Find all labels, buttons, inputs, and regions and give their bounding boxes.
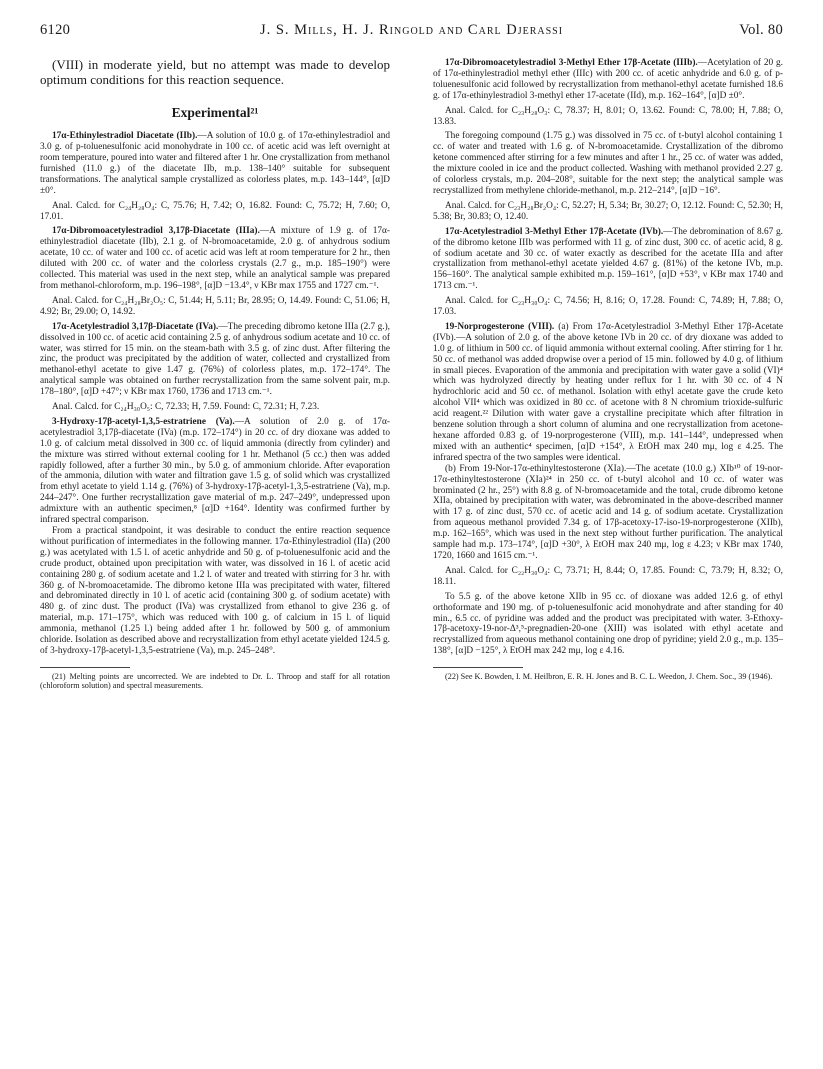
paragraph-title: 17α-Acetylestradiol 3,17β-Diacetate (IVa). bbox=[52, 321, 219, 332]
paragraph-dibromo-iiib bbox=[433, 58, 783, 102]
paragraph-body: —A solution of 2.0 g. of the above ketone IVb in 20 cc. of dry dioxane was added to 1.0 g. of lithium in 500 cc. of liquid ammonia without external cooling. After stirring for 1 hr. 50 cc. of methanol was added dropwise over a period of 15 min. followed by 4.0 g. of lithium in small pieces. Evaporation of the ammonia and precipitation with water gave a solid (VI)⁴ which was hydrolyzed directly by heating under reflux for 1 hr. with 30 cc. of 4 N hydrochloric acid and 50 cc. of methanol. Isolation with ethyl acetate gave the crude keto alcohol VII⁴ which was oxidized in 80 cc. of acetone with 8 N chromium trioxide-sulfuric acid reagent.²² Dilution with water gave a crystalline precipitate which after filtration in benzene solution through a short column of alumina and one recrystallization from acetone-hexane afforded 0.83 g. of 19-norprogesterone (VIII), m.p. 141–144°, undepressed when mixed with an authentic⁴ specimen, [α]D +154°, λ EtOH max 240 mμ, log ε 4.25. The infrared spectra of the two samples were identical. bbox=[433, 332, 783, 463]
left-column bbox=[40, 58, 390, 691]
running-authors: J. S. Mills, H. J. Ringold and Carl Djerassi bbox=[259, 22, 564, 38]
paragraph-title: 17α-Dibromoacetylestradiol 3-Methyl Ether 17β-Acetate (IIIb). bbox=[445, 58, 698, 68]
paragraph-title: 17α-Ethinylestradiol Diacetate (IIb). bbox=[52, 131, 198, 142]
footnote-22: (22) See K. Bowden, I. M. Heilbron, E. R. H. Jones and B. C. L. Weedon, J. Chem. Soc., 39 (1946). bbox=[445, 672, 773, 682]
paragraph-body: —The debromination of 8.67 g. of the dibromo ketone IIIb was performed with 11 g. of zinc dust, 300 cc. of acetic acid, 8 g. of sodium acetate and 30 cc. of water exactly as described for the acetate IIIa and after crystallization from methanol-ethyl acetate yielded 4.67 g. (81%) of the ketone IVb, m.p. 156–160°. The analytical sample exhibited m.p. 159–161°, [α]D +53°, ν KBr max 1740 and 1713 cm.⁻¹. bbox=[433, 226, 783, 292]
paragraph-foregoing-compound: The foregoing compound (1.75 g.) was dissolved in 75 cc. of t-butyl alcohol containing 1 cc. of water and treated with 1.6 g. of N-bromoacetamide. Crystallization of the dibromo ketone commenced after stirring for a few minutes and after 1 hr., 25 cc. of water was added, the mixture cooled in ice and the product collected. Washing with methanol provided 2.27 g. of colorless crystals, m.p. 204–208°, suitable for the next step; the analytical sample was recrystallized from methylene chloride-methanol, m.p. 212–214°, [α]D −16°. bbox=[433, 131, 783, 196]
paragraph-norprogesterone-a bbox=[433, 322, 783, 464]
analysis-line: Anal. Calcd. for C₂₃H₃₀O₄: C, 74.56; H, 8.16; O, 17.28. Found: C, 74.89; H, 7.88; O, 17.03. bbox=[433, 296, 783, 318]
paragraph-subtitle: (a) From 17α-Acetylestradiol 3-Methyl Ether 17β-Acetate (IVb). bbox=[433, 321, 783, 343]
paragraph-acetyl-iva bbox=[40, 322, 390, 398]
analysis-line: Anal. Calcd. for C₂₃H₂₈Br₂O₄: C, 52.27; H, 5.34; Br, 30.27; O, 12.12. Found: C, 52.30; H, 5.38; Br, 30.83; O, 12.40. bbox=[433, 200, 783, 222]
page-number: 6120 bbox=[40, 22, 71, 38]
paragraph-body: —Acetylation of 20 g. of 17α-ethinylestradiol methyl ether (IIIc) with 200 cc. of acetic anhydride and 6.0 g. of p-toluenesulfonic acid followed by recrystallization from methanol-ethyl acetate furnished 18.6 g. of 17α-ethinylestradiol 3-methyl ether 17-acetate (IId), m.p. 162–164°, [α]D ±0°. bbox=[433, 58, 784, 101]
intro-paragraph: (VIII) in moderate yield, but no attempt was made to develop optimum conditions for this reaction sequence. bbox=[40, 57, 390, 87]
analysis-line: Anal. Calcd. for C₂₄H₂₈O₄: C, 75.76; H, 7.42; O, 16.82. Found: C, 75.72; H, 7.60; O, 17.01. bbox=[40, 200, 390, 222]
paragraph-ethoxy-xiii: To 5.5 g. of the above ketone XIIb in 95 cc. of dioxane was added 12.6 g. of ethyl orthoformate and 190 mg. of p-toluenesulfonic acid monohydrate and after standing for 40 min., 6.5 cc. of pyridine was added and the product was precipitated with water. 3-Ethoxy-17β-acetoxy-19-nor-Δ³,⁵-pregnadien-20-one (XIII) was isolated with ethyl acetate and recrystallized from aqueous methanol containing one drop of pyridine; yield 2.0 g., m.p. 135–138°, [α]D −125°, λ EtOH max 242 mμ, log ε 4.16. bbox=[433, 591, 783, 657]
paragraph-norprogesterone-b: (b) From 19-Nor-17α-ethinyltestosterone (XIa).—The acetate (10.0 g.) XIb¹⁰ of 19-nor-17α-ethinyltestosterone (XIa)²⁴ in 250 cc. of t-butyl alcohol and 10 cc. of water was brominated (2 hr., 25°) with 8.8 g. of N-bromoacetamide and the total, crude dibromo ketone XIIa, obtained by precipitation with water, was debrominated in the above-described manner with 17 g. of zinc dust, 570 cc. of acetic acid and 14 g. of sodium acetate. Crystallization from aqueous methanol provided 7.34 g. of 17β-acetoxy-17-iso-19-norprogesterone (XIIb), m.p. 162–165°, which was used in the next step without further purification. The analytical sample had m.p. 173–174°, [α]D +30°, λ EtOH max 240 mμ, log ε 4.23; ν KBr max 1740, 1720, 1660 and 1615 cm.⁻¹. bbox=[433, 463, 783, 561]
paragraph-body: —The preceding dibromo ketone IIIa (2.7 g.), dissolved in 100 cc. of acetic acid containing 2.5 g. of anhydrous sodium acetate and 10 cc. of water, was stirred for 15 min. on the steam-bath with 3.5 g. of zinc dust. After filtering the zinc, the product was precipitated by the addition of water, collected and crystallized from methanol-ethyl acetate to give 1.47 g. (76%) of colorless plates, m.p. 172–174°. The analytical sample was obtained on further recrystallization from the same solvent pair, m.p. 178–180°, [α]D +47°; ν KBr max 1760, 1736 and 1713 cm.⁻¹. bbox=[40, 321, 390, 398]
paragraph-estratriene-va bbox=[40, 417, 390, 526]
paragraph-title: 17α-Dibromoacetylestradiol 3,17β-Diacetate (IIIa). bbox=[52, 226, 260, 237]
paragraph-title: 17α-Acetylestradiol 3-Methyl Ether 17β-Acetate (IVb). bbox=[445, 226, 664, 237]
paragraph-practical-sequence: From a practical standpoint, it was desirable to conduct the entire reaction sequence without purification of intermediates in the following manner. 17α-Ethinylestradiol (IIa) (200 g.) was acetylated with 1.5 l. of acetic anhydride and 50 g. of p-toluenesulfonic acid and the crude product, obtained upon precipitation with water, was dissolved in 16 l. of acetic acid containing 280 g. of sodium acetate and 1.2 l. of water and treated with stirring for 3 hr. with 360 g. of N-bromoacetamide. The dibromo ketone IIIa was precipitated with water, filtered and debrominated directly in 10 l. of acetic acid (containing 300 g. of sodium acetate) with 480 g. of zinc dust. The product (IVa) was crystallized from ethanol to give 236 g. of material, m.p. 171–175°, which was reduced with 100 g. of calcium in 15 l. of liquid ammonia, methanol (1.25 l.) being added after 1 hr. followed by 500 g. of ammonium chloride. Isolation as described above and recrystallization from ethyl acetate yielded 124.5 g. of 3-hydroxy-17β-acetyl-1,3,5-estratriene (Va), m.p. 245–248°. bbox=[40, 526, 390, 656]
footnote-rule bbox=[40, 667, 130, 668]
volume-label: Vol. 80 bbox=[739, 22, 783, 38]
section-heading-experimental: Experimental²¹ bbox=[171, 105, 259, 121]
paragraph-acetyl-ivb bbox=[433, 227, 783, 292]
paragraph-diacetate-iib bbox=[40, 131, 390, 196]
analysis-line: Anal. Calcd. for C₂₄H₂₈Br₂O₅: C, 51.44; H, 5.11; Br, 28.95; O, 14.49. Found: C, 51.06; H, 4.92; Br, 29.00; O, 14.92. bbox=[40, 295, 390, 317]
paragraph-body: —A mixture of 1.9 g. of 17α-ethinylestradiol diacetate (IIb), 2.1 g. of N-bromoacetamide, 2.0 g. of anhydrous sodium acetate, 10 cc. of water and 100 cc. of acetic acid was left at room temperature for 2 hr., then diluted with 200 cc. of water and the colorless crystals (2.7 g., m.p. 185–190°) were collected. This material was used in the next step, while an analytical sample was prepared from methanol-chloroform, m.p. 196–198°, [α]D −13.4°, ν KBr max 1755 and 1727 cm.⁻¹. bbox=[40, 226, 390, 291]
analysis-line: Anal. Calcd. for C₂₃H₂₈O₃: C, 78.37; H, 8.01; O, 13.62. Found: C, 78.00; H, 7.88; O, 13.83. bbox=[433, 105, 783, 127]
footnote-21: (21) Melting points are uncorrected. We are indebted to Dr. L. Throop and staff for all rotation (chloroform solution) and spectral measurements. bbox=[40, 671, 390, 691]
footnote-rule bbox=[433, 667, 523, 668]
analysis-line: Anal. Calcd. for C₂₄H₃₀O₅: C, 72.33; H, 7.59. Found: C, 72.31; H, 7.23. bbox=[52, 402, 320, 413]
paragraph-dibromo-iiia bbox=[40, 226, 390, 291]
paragraph-title: 19-Norprogesterone (VIII). bbox=[445, 321, 555, 332]
paragraph-title: 3-Hydroxy-17β-acetyl-1,3,5-estratriene (Va). bbox=[52, 416, 235, 427]
analysis-line: Anal. Calcd. for C₂₂H₃₀O₄: C, 73.71; H, 8.44; O, 17.85. Found: C, 73.79; H, 8.32; O, 18.11. bbox=[433, 565, 783, 587]
paragraph-body: —A solution of 10.0 g. of 17α-ethinylestradiol and 3.0 g. of p-toluenesulfonic acid monohydrate in 100 cc. of acetic acid was left overnight at room temperature, poured into water and filtered after 1 hr. One crystallization from methanol furnished (11.0 g.) of the diacetate IIb, m.p. 138–140° suitable for subsequent transformations. The analytical sample crystallized as colorless plates, m.p. 143–144°, [α]D ±0°. bbox=[40, 131, 390, 196]
running-header bbox=[40, 22, 783, 44]
paragraph-body: —A solution of 2.0 g. of 17α-acetylestradiol 3,17β-diacetate (IVa) (m.p. 172–174°) in 20 cc. of dry dioxane was added to 1.0 g. of calcium metal dissolved in 300 cc. of liquid ammonia (directly from cylinder) and the mixture was stirred without external cooling for 1 hr. Methanol (5 cc.) then was added rapidly followed, after a further 30 min., by 5.0 g. of ammonium chloride. After evaporation of the ammonia, dilution with water and filtration gave 1.5 g. of solid which was crystallized from ethyl acetate to yield 1.14 g. (76%) of 3-hydroxy-17β-acetyl-1,3,5-estratriene (Va), m.p. 244–247°. One further recrystallization gave material of m.p. 247–249°, undepressed upon admixture with an authentic specimen,⁸ [α]D +164°. Identity was confirmed further by infrared spectral comparison. bbox=[40, 416, 390, 526]
right-column bbox=[433, 58, 783, 682]
